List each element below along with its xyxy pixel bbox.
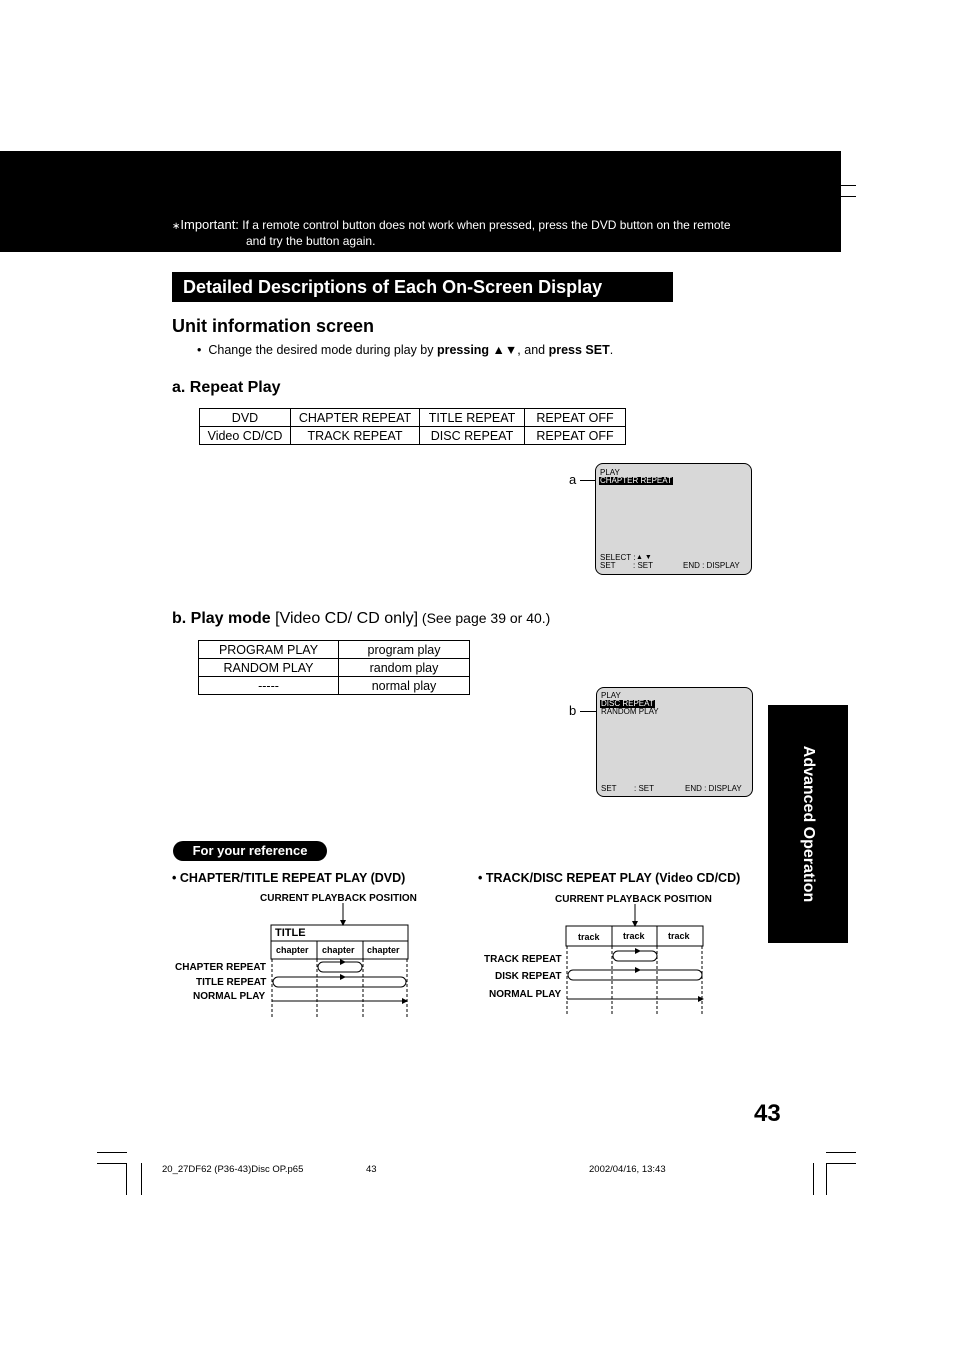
footer-page: 43 <box>366 1164 377 1175</box>
screen-end-label: END : DISPLAY <box>683 561 740 570</box>
screen-set-value: : SET <box>634 784 655 793</box>
vcd-row-label: NORMAL PLAY <box>489 989 562 1000</box>
star-icon: ∗ <box>172 221 181 232</box>
crop-mark <box>141 1163 142 1195</box>
side-tab-label: Advanced Operation <box>800 745 817 903</box>
table-cell: ----- <box>199 677 339 695</box>
table-cell: REPEAT OFF <box>525 427 626 445</box>
screen-line: PLAY <box>601 691 621 700</box>
table-row <box>199 659 470 677</box>
important-note <box>172 218 772 248</box>
crop-mark <box>97 1152 127 1153</box>
dvd-row-label: TITLE REPEAT <box>196 977 267 988</box>
crop-mark <box>97 1163 127 1164</box>
table-cell: RANDOM PLAY <box>199 659 339 677</box>
instruction-text <box>197 343 613 357</box>
table-cell: CHAPTER REPEAT <box>291 409 420 427</box>
play-mode-heading-rest: [Video CD/ CD only] <box>270 610 419 627</box>
instruction-bold: press SET <box>548 343 610 357</box>
table-cell: normal play <box>339 677 470 695</box>
repeat-play-heading: a. Repeat Play <box>172 379 281 396</box>
vcd-repeat-diagram <box>560 904 710 1024</box>
crop-mark <box>826 1163 856 1164</box>
dvd-chapter-cell: chapter <box>322 945 355 955</box>
screen-line: PLAY <box>600 468 620 477</box>
footer-filename: 20_27DF62 (P36-43)Disc OP.p65 <box>162 1164 304 1175</box>
screen-set-value: : SET <box>633 561 654 570</box>
vcd-row-label: TRACK REPEAT <box>484 954 562 965</box>
dvd-title-cell: TITLE <box>275 927 306 939</box>
reference-pill: For your reference <box>173 841 327 861</box>
dvd-row-label: NORMAL PLAY <box>193 991 266 1002</box>
dvd-diagram-title: • CHAPTER/TITLE REPEAT PLAY (DVD) <box>172 871 406 885</box>
screen-end-label: END : DISPLAY <box>685 784 742 793</box>
side-tab <box>768 705 848 943</box>
table-cell: TITLE REPEAT <box>420 409 525 427</box>
vcd-position-label: CURRENT PLAYBACK POSITION <box>555 894 712 905</box>
screen-display-b <box>596 687 753 797</box>
table-cell: DISC REPEAT <box>420 427 525 445</box>
vcd-track-cell: track <box>623 931 645 941</box>
repeat-play-table <box>199 408 626 445</box>
callout-a: a <box>569 472 577 487</box>
screen-highlight: DISC REPEAT <box>601 699 654 708</box>
instruction-bold: pressing ▲▼ <box>436 343 518 357</box>
screen-set-label: SET <box>600 561 616 570</box>
section-title: Detailed Descriptions of Each On-Screen Display <box>172 272 673 302</box>
vcd-row-label: DISK REPEAT <box>495 971 562 982</box>
play-mode-table <box>198 640 470 695</box>
footer-date: 2002/04/16, 13:43 <box>589 1164 666 1175</box>
unit-info-title: Unit information screen <box>172 316 375 336</box>
table-cell: random play <box>339 659 470 677</box>
page-number: 43 <box>754 1100 781 1127</box>
play-mode-heading-bold: b. Play mode <box>172 610 271 627</box>
screen-highlight: CHAPTER REPEAT <box>600 476 672 485</box>
play-mode-heading-note: (See page 39 or 40.) <box>418 610 551 626</box>
dvd-chapter-cell: chapter <box>367 945 400 955</box>
vcd-diagram-title: • TRACK/DISC REPEAT PLAY (Video CD/CD) <box>478 871 741 885</box>
crop-mark <box>126 1163 127 1195</box>
instruction-part: Change the desired mode during play by <box>208 343 437 357</box>
table-row <box>200 409 626 427</box>
screen-select-label: SELECT : <box>600 553 636 562</box>
table-cell: program play <box>339 641 470 659</box>
screen-line: RANDOM PLAY <box>601 707 659 716</box>
dvd-row-label: CHAPTER REPEAT <box>175 962 266 973</box>
table-cell: Video CD/CD <box>200 427 291 445</box>
table-row <box>200 427 626 445</box>
table-cell: DVD <box>200 409 291 427</box>
vcd-track-cell: track <box>578 932 600 942</box>
table-cell: REPEAT OFF <box>525 409 626 427</box>
vcd-track-cell: track <box>668 931 690 941</box>
instruction-part: , and <box>517 343 549 357</box>
instruction-part: . <box>609 343 614 357</box>
arrow-up-down-icon: ▲ ▼ <box>636 554 652 561</box>
bullet: • <box>197 343 202 357</box>
table-row <box>199 677 470 695</box>
screen-display-a <box>595 463 752 575</box>
crop-mark <box>826 1163 827 1195</box>
important-text-1: If a remote control button does not work when pressed, press the DVD button on the remote <box>238 218 731 232</box>
dvd-chapter-cell: chapter <box>276 945 309 955</box>
play-mode-heading <box>172 610 550 628</box>
dvd-position-label: CURRENT PLAYBACK POSITION <box>260 893 417 904</box>
screen-set-label: SET <box>601 784 617 793</box>
table-row <box>199 641 470 659</box>
important-text-2: and try the button again. <box>246 234 376 248</box>
table-cell: PROGRAM PLAY <box>199 641 339 659</box>
callout-b: b <box>569 703 577 718</box>
crop-mark <box>826 1152 856 1153</box>
important-label: Important: <box>180 217 239 232</box>
table-cell: TRACK REPEAT <box>291 427 420 445</box>
crop-mark <box>813 1163 814 1195</box>
